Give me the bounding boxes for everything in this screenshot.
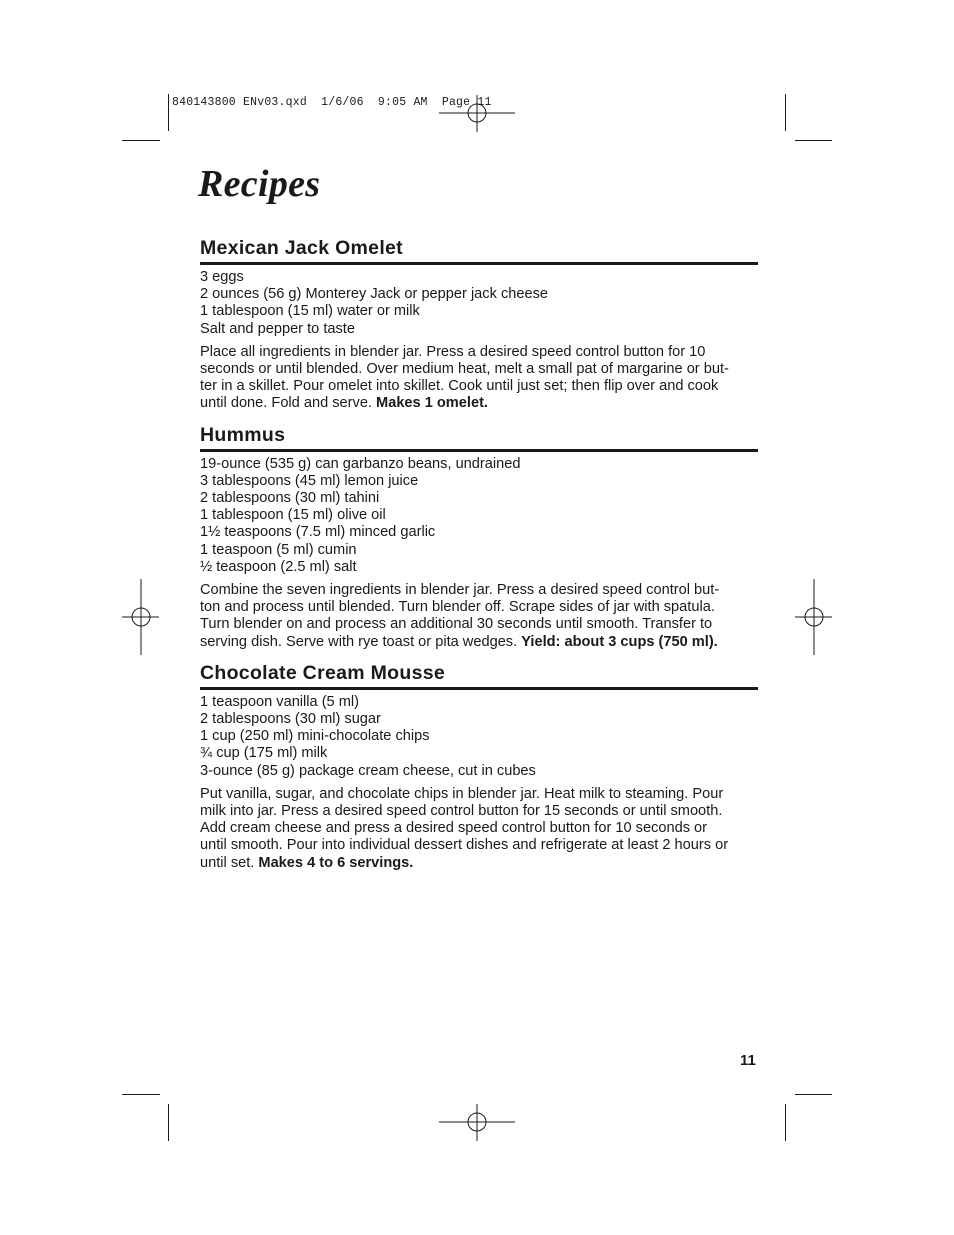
method-line: ton and process until blended. Turn blender off. Scrape sides of jar with spatula. (200, 599, 715, 616)
registration-mark-bottom (437, 1104, 517, 1142)
method-line: Add cream cheese and press a desired speed control button for 10 seconds or (200, 820, 708, 837)
recipe-yield: Makes 4 to 6 servings. (258, 854, 414, 871)
ingredient-list (200, 269, 758, 338)
crop-mark-top-right-horizontal (795, 140, 832, 141)
method-line: until smooth. Pour into individual dessert dishes and refrigerate at least 2 hours or (200, 837, 729, 854)
recipe-method (200, 582, 758, 651)
ingredient-item: 1 teaspoon (5 ml) cumin (200, 541, 357, 558)
ingredient-item: 3 tablespoons (45 ml) lemon juice (200, 472, 419, 489)
crop-mark-top-right-vertical (785, 94, 786, 131)
registration-mark-left (122, 578, 160, 656)
recipe-method (200, 786, 758, 872)
method-line: until done. Fold and serve. (200, 395, 377, 412)
ingredient-item: 2 tablespoons (30 ml) sugar (200, 711, 381, 728)
method-line: until set. (200, 854, 259, 871)
printer-slug: 840143800 ENv03.qxd 1/6/06 9:05 AM Page 11 (172, 96, 492, 109)
recipe-mexican-jack-omelet (200, 236, 758, 413)
crop-mark-bottom-right-horizontal (795, 1094, 832, 1095)
ingredient-item: 3 eggs (200, 269, 244, 285)
recipe-method (200, 344, 758, 413)
registration-mark-right (795, 578, 833, 656)
crop-mark-top-left-horizontal (122, 140, 160, 141)
ingredient-item: 1 teaspoon vanilla (5 ml) (200, 693, 359, 710)
crop-mark-bottom-left-vertical (168, 1104, 169, 1141)
method-line: serving dish. Serve with rye toast or pita wedges. (200, 633, 522, 650)
recipe-hummus (200, 423, 758, 651)
ingredient-item: 2 tablespoons (30 ml) tahini (200, 490, 380, 507)
crop-mark-bottom-left-horizontal (122, 1094, 160, 1095)
ingredient-item: ¾ cup (175 ml) milk (200, 745, 328, 762)
ingredient-item: 1½ teaspoons (7.5 ml) minced garlic (200, 524, 436, 541)
method-line: ter in a skillet. Pour omelet into skillet. Cook until just set; then flip over and cook (200, 378, 719, 395)
method-line: Place all ingredients in blender jar. Press a desired speed control button for 10 (200, 343, 706, 360)
method-line: Put vanilla, sugar, and chocolate chips in blender jar. Heat milk to steaming. Pour (200, 785, 724, 802)
crop-mark-top-left-vertical (168, 94, 169, 131)
method-line: Turn blender on and process an additional 30 seconds until smooth. Transfer to (200, 616, 713, 633)
recipe-yield: Yield: about 3 cups (750 ml). (521, 633, 718, 650)
page-title: Recipes (198, 163, 321, 205)
ingredient-item: 1 tablespoon (15 ml) water or milk (200, 303, 420, 320)
registration-mark-top (437, 95, 517, 133)
method-line: milk into jar. Press a desired speed control button for 15 seconds or until smooth. (200, 803, 723, 820)
ingredient-item: 1 tablespoon (15 ml) olive oil (200, 507, 386, 524)
ingredient-item: 1 cup (250 ml) mini-chocolate chips (200, 728, 430, 745)
recipes-content (200, 236, 758, 872)
ingredient-item: Salt and pepper to taste (200, 320, 355, 337)
recipe-chocolate-cream-mousse (200, 661, 758, 872)
ingredient-item: 2 ounces (56 g) Monterey Jack or pepper jack cheese (200, 286, 549, 303)
recipe-title: Hummus (200, 423, 758, 452)
recipe-yield: Makes 1 omelet. (376, 395, 488, 412)
crop-mark-bottom-right-vertical (785, 1104, 786, 1141)
method-line: seconds or until blended. Over medium heat, melt a small pat of margarine or but- (200, 361, 729, 378)
ingredient-item: 19-ounce (535 g) can garbanzo beans, undrained (200, 455, 521, 472)
recipe-title: Mexican Jack Omelet (200, 236, 758, 265)
ingredient-item: 3-ounce (85 g) package cream cheese, cut in cubes (200, 762, 536, 779)
page-number: 11 (740, 1052, 756, 1069)
ingredient-item: ½ teaspoon (2.5 ml) salt (200, 558, 357, 575)
ingredient-list (200, 694, 758, 780)
method-line: Combine the seven ingredients in blender jar. Press a desired speed control but- (200, 582, 720, 599)
recipe-title: Chocolate Cream Mousse (200, 661, 758, 690)
ingredient-list (200, 456, 758, 576)
